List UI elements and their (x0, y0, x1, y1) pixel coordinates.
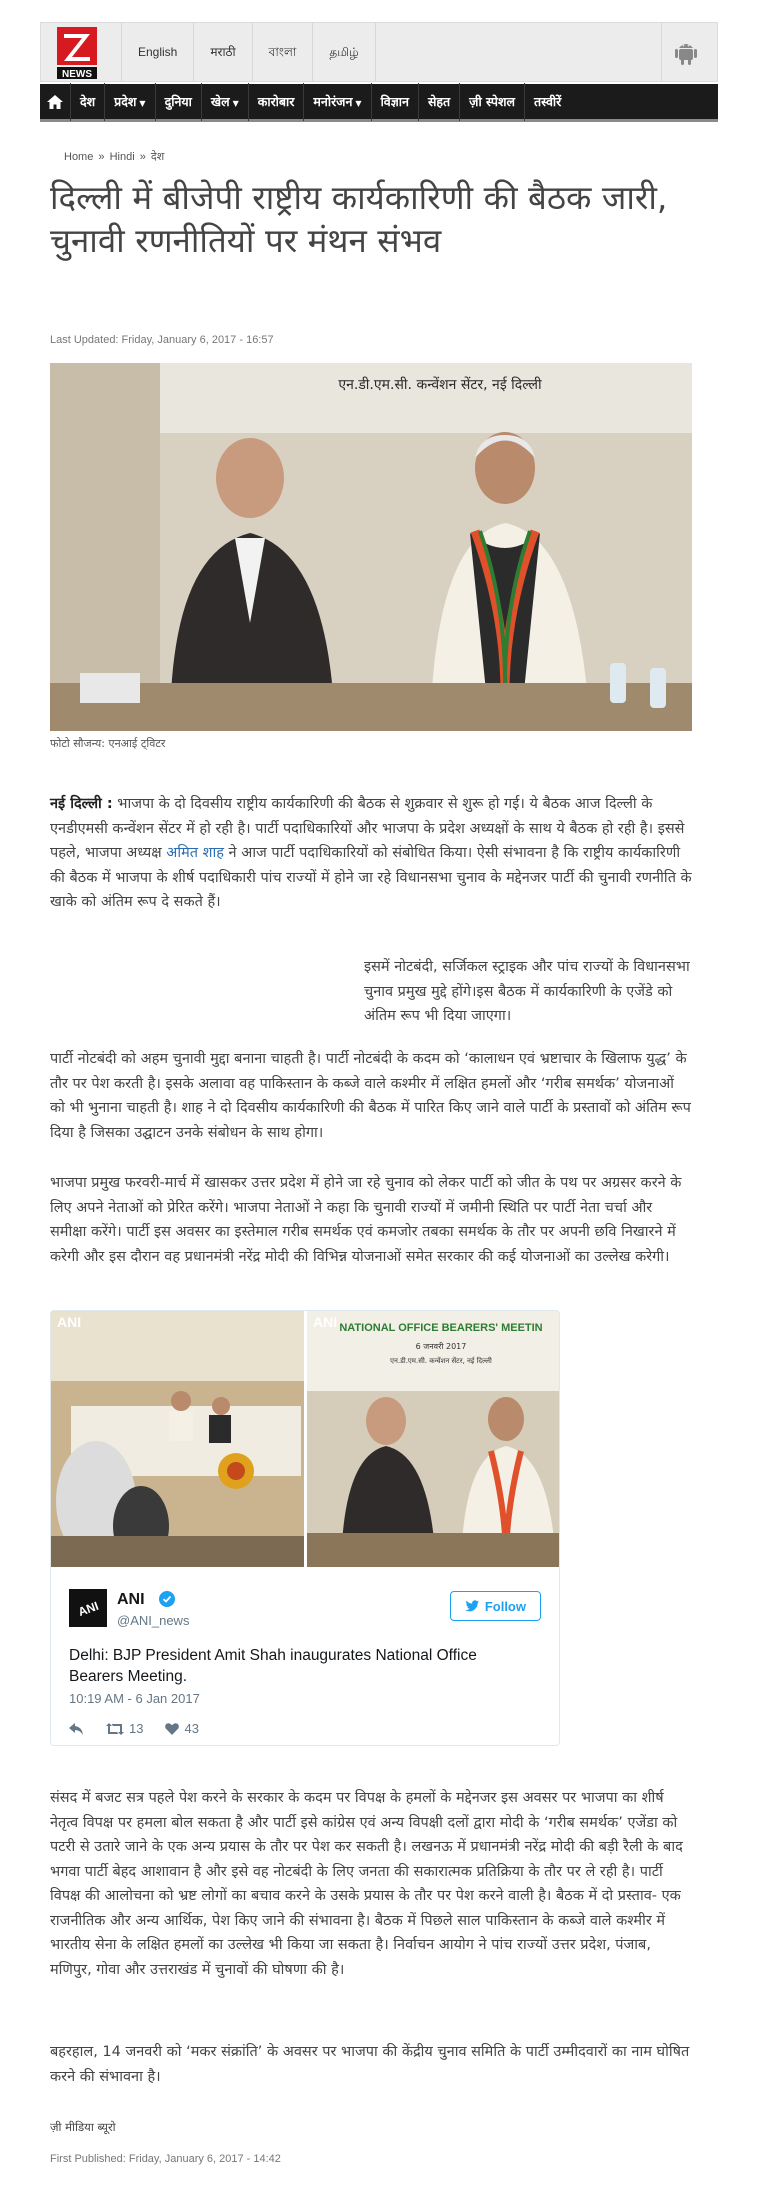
reply-icon (69, 1723, 84, 1735)
svg-text:NATIONAL OFFICE BEARERS' MEETI: NATIONAL OFFICE BEARERS' MEETIN (339, 1322, 543, 1334)
breadcrumb-home[interactable]: Home (64, 151, 94, 163)
nav-item-vigyan[interactable] (371, 83, 418, 121)
tweet-media[interactable] (51, 1311, 560, 1567)
nav-label: तस्वीरें (533, 93, 562, 109)
nav-label: सेहत (427, 93, 451, 109)
breadcrumb-separator: » (139, 151, 146, 163)
nav-label: खेल (210, 93, 230, 109)
caret-down-icon: ▼ (232, 98, 239, 108)
reply-button[interactable] (69, 1723, 84, 1735)
tweet-actions (69, 1721, 199, 1736)
like-button[interactable] (165, 1721, 198, 1736)
article-paragraph-2: पार्टी नोटबंदी को अहम चुनावी मुद्दा बनाना चाहती है। पार्टी नोटबंदी के कदम को ‘कालाधन एवं भ्रष्टाचार के खिलाफ युद्ध’ के तौर पर पेश करती है। इसके अलावा वह पाकिस्तान के कब्जे वाले कश्मीर में लक्षित हमलों और ‘गरीब समर्थक’ योजनाओं को भी भुनाना चाहती है। शाह ने दो दिवसीय कार्यकारिणी की बैठक में पारित किए जाने वाले पार्टी के प्रस्तावों को अंतिम रूप दिया है जिसका उद्घाटन उनके संबोधन के साथ होगा। (50, 1051, 691, 1141)
first-published: First Published: Friday, January 6, 2017 - 14:42 (50, 2153, 281, 2165)
nav-item-karobar[interactable] (248, 83, 304, 121)
avatar[interactable] (69, 1589, 107, 1627)
top-bar (40, 22, 718, 82)
article-title: दिल्ली में बीजेपी राष्ट्रीय कार्यकारिणी की बैठक जारी, चुनावी रणनीतियों पर मंथन संभव (50, 178, 668, 260)
dateline: नई दिल्ली : (50, 796, 113, 812)
retweet-button[interactable] (106, 1721, 143, 1736)
breadcrumb-section[interactable]: Hindi (109, 151, 135, 163)
lang-english[interactable]: English (121, 23, 193, 81)
twitter-bird-icon (465, 1600, 479, 1612)
svg-text:एन.डी.एम.सी. कन्वेंशन सेंटर, न: एन.डी.एम.सी. कन्वेंशन सेंटर, नई दिल्ली (338, 377, 542, 393)
nav-label: मनोरंजन (313, 93, 353, 109)
last-updated: Last Updated: Friday, January 6, 2017 - 16:57 (50, 334, 274, 346)
nav-label: ज़ी स्पेशल (469, 93, 515, 109)
caret-down-icon: ▼ (139, 98, 146, 108)
language-switcher (121, 23, 376, 81)
nav-item-tasveeren[interactable] (524, 83, 570, 121)
nav-item-manoranjan[interactable] (303, 83, 370, 121)
like-count: 43 (184, 1721, 199, 1736)
nav-item-desh[interactable] (70, 83, 104, 121)
caret-down-icon: ▼ (355, 98, 362, 108)
paragraph-text: भाजपा के दो दिवसीय राष्ट्रीय कार्यकारिणी की बैठक से शुक्रवार से शुरू हो गई। ये बैठक आज दिल्ली के एनडीएमसी कन्वेंशन सेंटर में हो रही है। पार्टी पदाधिकारियों और भाजपा के प्रदेश अध्यक्षों के साथ ये बैठक हो रही है। इससे पहले, भाजपा अध्यक्ष (50, 796, 685, 861)
home-icon (47, 95, 63, 109)
nav-item-duniya[interactable] (155, 83, 201, 121)
nav-label: प्रदेश (114, 93, 137, 109)
photo-caption: फोटो सौजन्य: एनआई ट्विटर (50, 737, 166, 750)
nav-label: देश (80, 93, 96, 109)
verified-icon (159, 1591, 175, 1607)
breadcrumb (64, 149, 164, 164)
nav-label: दुनिया (164, 93, 192, 109)
paragraph-text: ने आज पार्टी पदाधिकारियों को संबोधित किया। ऐसी संभावना है कि राष्ट्रीय कार्यकारिणी की बैठक में भाजपा के शीर्ष पदाधिकारी पांच राज्यों में होने जा रहे विधानसभा चुनाव के मद्देनजर पार्टी की चुनावी रणनीति के खाके को अंतिम रूप दे सकते हैं। (50, 845, 692, 910)
main-nav (40, 84, 718, 122)
svg-text:ANI: ANI (76, 1598, 101, 1620)
lang-tamil[interactable]: தமிழ் (312, 23, 375, 81)
svg-text:6 जनवरी 2017: 6 जनवरी 2017 (415, 1342, 467, 1351)
android-icon (675, 39, 697, 65)
embedded-tweet[interactable] (50, 1310, 560, 1746)
article-paragraph-5: बहरहाल, 14 जनवरी को ‘मकर संक्रांति’ के अवसर पर भाजपा की केंद्रीय चुनाव समिति के पार्टी उम्मीदवारों का नाम घोषित करने की संभावना है। (50, 2044, 690, 2085)
svg-text:ANI: ANI (313, 1314, 338, 1330)
tweet-timestamp[interactable]: 10:19 AM - 6 Jan 2017 (69, 1691, 200, 1706)
nav-label: कारोबार (257, 93, 295, 109)
lang-marathi[interactable]: मराठी (193, 23, 251, 81)
heart-icon (165, 1723, 179, 1735)
article-paragraph-4: संसद में बजट सत्र पहले पेश करने के सरकार के कदम पर विपक्ष के हमलों के मद्देनजर इस अवसर पर भाजपा का शीर्ष नेतृत्व विपक्ष पर हमला बोल सकता है और पार्टी इसे कांग्रेस एवं अन्य विपक्षी दलों द्वारा मोदी के ‘गरीब समर्थक’ एजेंडा को पटरी से उतारे जाने के एक अन्य प्रयास के तौर पर पेश कर सकती है। लखनऊ में प्रधानमंत्री नरेंद्र मोदी की बड़ी रैली के बाद भगवा पार्टी बेहद आशावान है और इसे वह नोटबंदी के लिए जनता की सकारात्मक प्रतिक्रिया के तौर पर ले रही है। पार्टी विपक्ष की आलोचना को भ्रष्ट लोगों का बचाव करने के उसके प्रयास के तौर पर पेश करने वाली है। बैठक में दो प्रस्ताव- एक राजनीतिक और अन्य आर्थिक, पेश किए जाने की संभावना है। बैठक में पिछले साल पाकिस्तान के कब्जे वाले कश्मीर में भारतीय सेना के लक्षित हमलों का उल्लेख भी किया जा सकता है। निर्वाचन आयोग ने पांच राज्यों उत्तर प्रदेश, पंजाब, मणिपुर, गोवा और उत्तराखंड में चुनावों की घोषणा की है। (50, 1790, 683, 1978)
lang-bangla[interactable]: বাংলা (252, 23, 313, 81)
article-paragraph-3: भाजपा प्रमुख फरवरी-मार्च में खासकर उत्तर प्रदेश में होने जा रहे चुनाव को लेकर पार्टी को जीत के पथ पर अग्रसर करने के लिए अपने नेताओं को प्रेरित करेंगे। भाजपा नेताओं ने कहा कि चुनावी राज्यों में जमीनी स्थिति पर पार्टी नेता चर्चा और समीक्षा करेंगे। पार्टी इस अवसर का इस्तेमाल गरीब समर्थक एवं कमजोर तबका समर्थक के तौर पर अपनी छवि निखारने में करेगी और इस दौरान वह प्रधानमंत्री नरेंद्र मोदी की विभिन्न योजनाओं समेत सरकार की कई योजनाओं का उल्लेख करेगी। (50, 1175, 682, 1265)
tweet-author-handle[interactable]: @ANI_news (117, 1613, 190, 1628)
nav-item-khel[interactable] (201, 83, 248, 121)
nav-item-pradesh[interactable] (104, 83, 154, 121)
hero-image (50, 363, 692, 731)
retweet-icon (106, 1723, 124, 1735)
article-paragraph-1 (50, 792, 692, 915)
retweet-count: 13 (129, 1721, 144, 1736)
android-app-link[interactable] (661, 23, 709, 81)
amit-shah-link[interactable]: अमित शाह (166, 845, 224, 861)
tweet-author-name[interactable]: ANI (117, 1591, 145, 1608)
follow-button[interactable] (450, 1591, 541, 1621)
pull-quote: इसमें नोटबंदी, सर्जिकल स्ट्राइक और पांच राज्यों के विधानसभा चुनाव प्रमुख मुद्दे होंगे।इस बैठक में कार्यकारिणी के एजेंडे को अंतिम रूप भी दिया जाएगा। (364, 959, 690, 1024)
byline: ज़ी मीडिया ब्यूरो (50, 2120, 116, 2134)
svg-text:एन.डी.एम.सी. कन्वेंशन सेंटर, न: एन.डी.एम.सी. कन्वेंशन सेंटर, नई दिल्ली (390, 1357, 492, 1365)
tweet-text: Delhi: BJP President Amit Shah inaugurates National Office Bearers Meeting. (69, 1647, 477, 1685)
svg-text:NEWS: NEWS (62, 69, 92, 79)
breadcrumb-current[interactable]: देश (150, 151, 165, 163)
follow-label: Follow (484, 1598, 526, 1614)
breadcrumb-separator: » (98, 151, 105, 163)
zee-news-logo[interactable] (55, 27, 99, 79)
nav-label: विज्ञान (380, 93, 409, 109)
svg-text:ANI: ANI (57, 1314, 82, 1330)
nav-item-zee-special[interactable] (459, 83, 524, 121)
nav-home[interactable] (40, 83, 70, 121)
nav-item-sehat[interactable] (418, 83, 459, 121)
tweet-body (51, 1567, 560, 1746)
